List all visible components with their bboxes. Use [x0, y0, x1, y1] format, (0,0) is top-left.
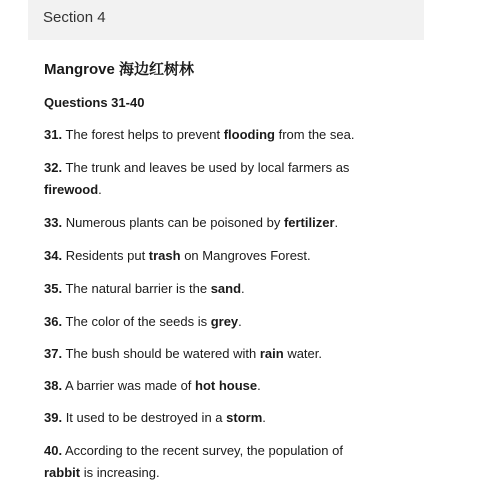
question-number: 31. — [44, 127, 63, 142]
question-text-end: is increasing. — [80, 465, 160, 480]
question-line-2 — [44, 179, 464, 201]
question-text-end: . — [334, 215, 339, 230]
page-title: Mangrove 海边红树林 — [44, 61, 195, 78]
question-number: 36. — [44, 314, 63, 329]
answer-word: flooding — [223, 127, 275, 142]
answer-word: hot house — [195, 378, 258, 393]
answer-word: sand — [210, 281, 242, 296]
question-number: 35. — [44, 281, 63, 296]
question-text-end: . — [238, 314, 242, 329]
question-text-end: . — [257, 378, 261, 393]
question-text: The forest helps to prevent — [62, 127, 224, 142]
question-text-end: . — [262, 410, 266, 425]
question-text-end: . — [241, 281, 245, 296]
section-label: Section 4 — [43, 9, 106, 26]
question-text-end: . — [98, 182, 102, 197]
question-text: The trunk and leaves be used by local farmers as — [62, 160, 350, 175]
question-34 — [44, 245, 464, 267]
answer-word: trash — [148, 248, 181, 263]
question-text-end: on Mangroves Forest. — [180, 248, 311, 263]
question-number: 33. — [44, 215, 63, 230]
question-number: 40. — [44, 443, 63, 458]
question-number: 38. — [44, 378, 63, 393]
question-text-end: water. — [283, 346, 322, 361]
question-number: 34. — [44, 248, 63, 263]
answer-word: firewood — [44, 182, 99, 197]
answer-word: storm — [226, 410, 263, 425]
answer-word: rain — [259, 346, 284, 361]
question-32 — [44, 157, 464, 201]
question-number: 37. — [44, 346, 63, 361]
question-40 — [44, 440, 464, 484]
question-line-2 — [44, 462, 464, 484]
questions-heading: Questions 31-40 — [44, 95, 145, 110]
question-35 — [44, 278, 464, 300]
question-text: The bush should be watered with — [62, 346, 260, 361]
question-text-end: from the sea. — [274, 127, 355, 142]
answer-word: grey — [210, 314, 239, 329]
question-37 — [44, 343, 464, 365]
question-text: The color of the seeds is — [62, 314, 211, 329]
question-text: It used to be destroyed in a — [62, 410, 227, 425]
question-33 — [44, 212, 464, 234]
question-text: Numerous plants can be poisoned by — [62, 215, 284, 230]
question-number: 39. — [44, 410, 63, 425]
question-31 — [44, 124, 464, 146]
question-text: Residents put — [62, 248, 149, 263]
answer-word: rabbit — [44, 465, 81, 480]
question-38 — [44, 375, 464, 397]
section-header — [28, 0, 424, 40]
answer-word: fertilizer — [283, 215, 335, 230]
question-36 — [44, 311, 464, 333]
question-text: The natural barrier is the — [62, 281, 211, 296]
question-text: A barrier was made of — [62, 378, 196, 393]
question-text: According to the recent survey, the population of — [62, 443, 343, 458]
question-39 — [44, 407, 464, 429]
question-number: 32. — [44, 160, 63, 175]
